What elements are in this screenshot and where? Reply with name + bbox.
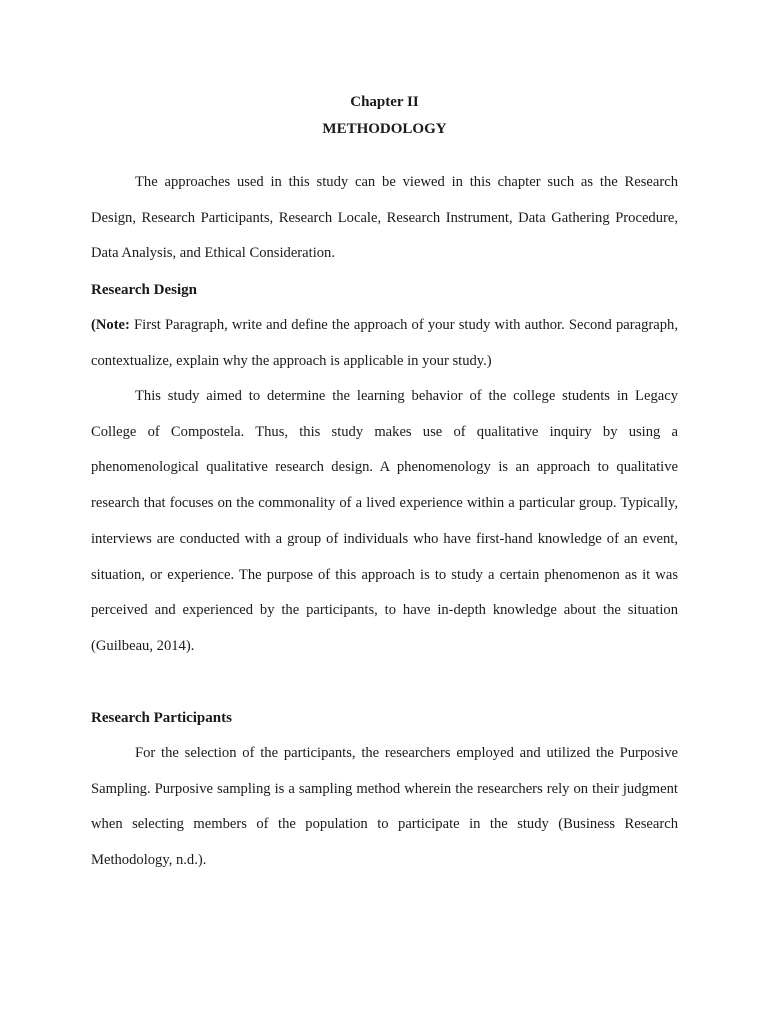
note-paragraph xyxy=(91,308,678,379)
intro-paragraph: The approaches used in this study can be viewed in this chapter such as the Research Design, Research Participants, Research Locale, Research Instrument, Data Gathering Procedure, Data Analysis, and Ethical Consideration. xyxy=(91,174,678,262)
section-heading-research-participants: Research Participants xyxy=(91,710,232,726)
chapter-title: METHODOLOGY xyxy=(322,121,447,137)
note-text: First Paragraph, write and define the approach of your study with author. Second paragraph, contextualize, explain why the approach is applicable in your study.) xyxy=(91,317,678,369)
research-participants-paragraph: For the selection of the participants, the researchers employed and utilized the Purposive Sampling. Purposive sampling is a sampling method wherein the researchers rely on their judgment when selecting members of the population to participate in the study (Business Research Methodology, n.d.). xyxy=(91,745,678,869)
research-design-paragraph: This study aimed to determine the learning behavior of the college students in Legacy College of Compostela. Thus, this study makes use of qualitative inquiry by using a phenomenological qualitative research design. A phenomenology is an approach to qualitative research that focuses on the commonality of a lived experience within a particular group. Typically, interviews are conducted with a group of individuals who have first-hand knowledge of an event, situation, or experience. The purpose of this approach is to study a certain phenomenon as it was perceived and experienced by the participants, to have in-depth knowledge about the situation (Guilbeau, 2014). xyxy=(91,388,678,654)
chapter-label: Chapter II xyxy=(350,94,419,110)
note-label: (Note: xyxy=(91,317,130,333)
section-heading-research-design: Research Design xyxy=(91,282,197,298)
document-page xyxy=(91,0,678,1024)
